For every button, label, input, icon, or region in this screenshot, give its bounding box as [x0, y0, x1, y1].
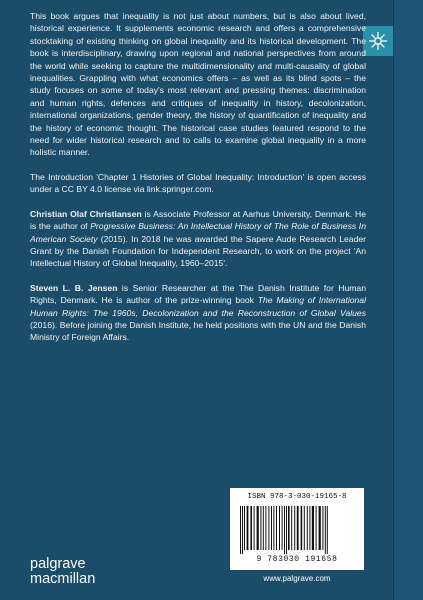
- barcode-bar: [316, 506, 317, 550]
- publisher-wordmark: [30, 557, 95, 587]
- barcode-bar: [301, 506, 303, 550]
- barcode-bar: [279, 506, 280, 550]
- barcode-bar: [297, 506, 299, 550]
- publisher-wordmark-line-1: palgrave: [30, 556, 86, 572]
- barcode-bar: [309, 506, 310, 550]
- author-name-2: Steven L. B. Jensen: [30, 282, 118, 293]
- barcode-bar: [304, 506, 305, 550]
- blurb-paragraph: This book argues that inequality is not just about numbers, but is also about lived, historical experience. It supplements economic research and offers a comprehensive stocktaking of existing thinking on global inequality and its historical development. The book is interdisciplinary, drawing upon regional and national perspectives from around the world while seeking to capture the multidimensionality and multi-causality of global inequalities. Grappling with what economics offers – as well as its blind spots – the study focuses on some of today's most relevant and pressing themes: discrimination and human rights, defences and critiques of inequality in history, decolonization, international organizations, gender theory, the history of quantification of inequality and the history of economic thought. The historical case studies featured respond to the need for wider historical research and to calls to examine global inequality in a more holistic manner.: [30, 11, 366, 158]
- barcode-bar: [327, 506, 328, 554]
- barcode-bar: [294, 506, 295, 550]
- barcode-bar: [273, 506, 274, 550]
- barcode-bar: [322, 506, 323, 550]
- publisher-website: www.palgrave.com: [230, 572, 364, 585]
- author-bio-1-part-b: (2015). In 2018 he was awarded the Sapere Aude Research Leader Grant by the Danish Foundation for Independent Research, to work on the project 'An Intellectual History of Global Inequality, 1960–2015'.: [30, 233, 366, 269]
- barcode-bar: [284, 506, 285, 554]
- back-cover-text: [30, 10, 366, 356]
- barcode-bar: [257, 506, 259, 550]
- author-bio-1: [30, 208, 366, 270]
- author-name-1: Christian Olaf Christiansen: [30, 208, 142, 219]
- author-bio-2-part-a: is Senior Researcher at the The Danish Institute for Human Rights, Denmark. He is author of the prize-winning book: [30, 282, 366, 306]
- barcode-panel: [230, 488, 364, 570]
- author-book-1: Progressive Business: An Intellectual History of The Role of Business In American Society: [30, 221, 366, 244]
- barcode-bar: [254, 506, 255, 550]
- barcode-bar: [276, 506, 277, 550]
- barcode-bar: [263, 506, 264, 550]
- barcode-bar: [286, 506, 287, 554]
- barcode-bar: [282, 506, 283, 550]
- publisher-logo-box: [363, 26, 393, 56]
- author-bio-2: [30, 282, 366, 344]
- publisher-wordmark-line-2: macmillan: [30, 571, 96, 587]
- author-book-2: The Making of International Human Rights: The 1960s, Decolonization and the Reconstruction of Global Values: [30, 295, 366, 318]
- barcode-bar: [242, 506, 243, 554]
- author-bio-2-part-b: (2016). Before joining the Danish Institute, he held positions with the UN and the Danish Ministry of Foreign Affairs.: [30, 319, 366, 343]
- barcode-bar: [271, 506, 272, 550]
- author-bio-1-part-a: is Associate Professor at Aarhus University, Denmark. He is the author of: [30, 208, 366, 232]
- barcode-bar: [319, 506, 321, 550]
- barcode-bar: [265, 506, 266, 550]
- isbn-label: ISBN 978-3-030-19165-8: [247, 493, 347, 501]
- barcode-bar: [250, 506, 252, 550]
- barcode-bar: [312, 506, 314, 550]
- book-spine: [393, 0, 423, 600]
- barcode-bar: [288, 506, 290, 550]
- barcode-bar: [307, 506, 308, 550]
- palgrave-star-logo-icon: [368, 31, 388, 51]
- open-access-note: The Introduction 'Chapter 1 Histories of Global Inequality: Introduction' is open access under a CC BY 4.0 license via link.springer.com.: [30, 171, 366, 195]
- isbn-number: 9 783030 191658: [256, 555, 338, 564]
- barcode-bar: [260, 506, 261, 550]
- barcode-bar: [268, 506, 269, 550]
- barcode-bar: [325, 506, 326, 554]
- barcode-bar: [291, 506, 292, 550]
- barcode-bar: [244, 506, 245, 550]
- barcode-icon: [240, 506, 354, 554]
- barcode-bar: [240, 506, 241, 554]
- barcode-bar: [247, 506, 249, 550]
